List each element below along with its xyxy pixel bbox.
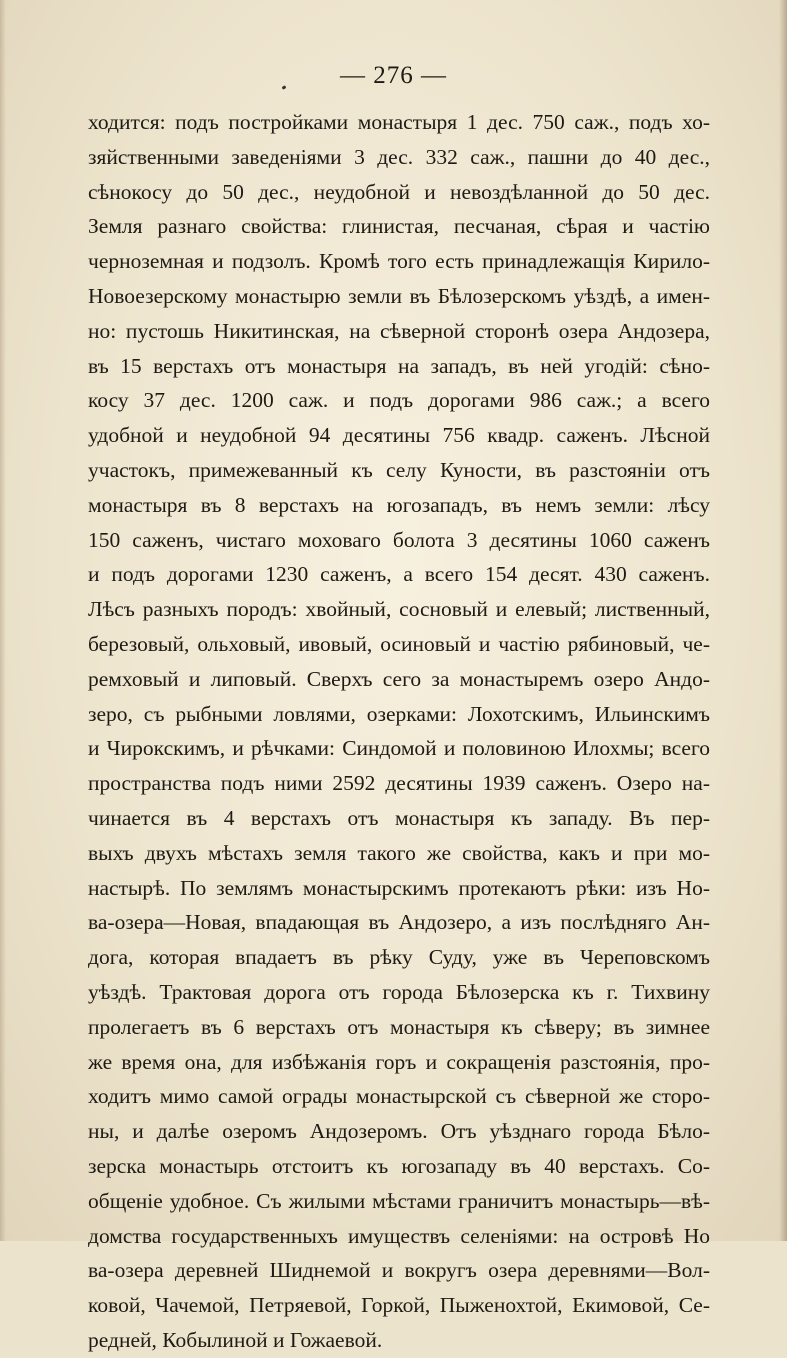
text-line: ходится: подъ постройками монастыря 1 дес. 750 саж., подъ хо-	[88, 110, 710, 134]
text-line: зерска монастырь отстоитъ къ югозападу въ 40 верстахъ. Со-	[88, 1153, 710, 1178]
text-line: зеро, съ рыбными ловлями, озерками: Лохотскимъ, Ильинскимъ	[88, 701, 710, 726]
text-line: домства государственныхъ имуществъ селеніями: на островѣ Но	[88, 1223, 710, 1248]
text-line: ва-озера—Новая, впадающая въ Андозеро, а изъ послѣдняго Ан-	[88, 910, 710, 935]
text-line: ва-озера деревней Шиднемой и вокругъ озера деревнями—Вол-	[88, 1258, 710, 1283]
text-line: участокъ, примежеванный къ селу Куности, въ разстояніи отъ	[88, 457, 710, 482]
text-line: косу 37 дес. 1200 саж. и подъ дорогами 986 саж.; а всего	[88, 388, 710, 413]
text-line: редней, Кобылиной и Гожаевой.	[88, 1327, 383, 1352]
text-line: и подъ дорогами 1230 саженъ, а всего 154 десят. 430 саженъ.	[88, 562, 710, 587]
text-line: ны, и далѣе озеромъ Андозеромъ. Отъ уѣзднаго города Бѣло-	[88, 1119, 710, 1144]
text-line: зяйственными заведеніями 3 дес. 332 саж., пашни до 40 дес.,	[88, 144, 710, 169]
text-line: березовый, ольховый, ивовый, осиновый и частію рябиновый, че-	[88, 631, 710, 656]
text-line: монастыря въ 8 верстахъ на югозападъ, въ немъ земли: лѣсу	[88, 492, 710, 517]
text-line: но: пустошь Никитинская, на сѣверной сторонѣ озера Андозера,	[88, 318, 710, 343]
text-line: въ 15 верстахъ отъ монастыря на западъ, въ ней угодій: сѣно-	[88, 353, 710, 378]
page-right-edge-shadow	[779, 0, 787, 1241]
text-line: Земля разнаго свойства: глинистая, песчаная, сѣрая и частію	[88, 214, 710, 239]
text-line: черноземная и подзолъ. Кромѣ того есть принадлежащія Кирило-	[88, 249, 710, 274]
text-line: уѣздѣ. Трактовая дорога отъ города Бѣлозерска къ г. Тихвину	[88, 979, 710, 1004]
text-line: Лѣсъ разныхъ породъ: хвойный, сосновый и елевый; лиственный,	[88, 597, 710, 622]
text-line: пространства подъ ними 2592 десятины 1939 саженъ. Озеро на-	[88, 771, 710, 796]
text-line: же время она, для избѣжанія горъ и сокращенія разстоянія, про-	[88, 1049, 710, 1074]
text-line: удобной и неудобной 94 десятины 756 квадр. саженъ. Лѣсной	[88, 423, 710, 448]
text-line: и Чирокскимъ, и рѣчками: Синдомой и половиною Илохмы; всего	[88, 736, 710, 761]
text-line: дога, которая впадаетъ въ рѣку Суду, уже въ Череповскомъ	[88, 945, 710, 970]
body-text	[88, 105, 710, 1358]
text-line: ковой, Чачемой, Петряевой, Горкой, Пыженохтой, Екимовой, Се-	[88, 1293, 710, 1318]
text-line: выхъ двухъ мѣстахъ земля такого же свойства, какъ и при мо-	[88, 840, 710, 865]
page-left-edge-shadow	[0, 0, 6, 1241]
text-line: настырѣ. По землямъ монастырскимъ протекаютъ рѣки: изъ Но-	[88, 875, 710, 900]
text-line: пролегаетъ въ 6 верстахъ отъ монастыря къ сѣверу; въ зимнее	[88, 1014, 710, 1039]
text-line: Новоезерскому монастырю земли въ Бѣлозерскомъ уѣздѣ, а имен-	[88, 283, 710, 308]
text-line: ходитъ мимо самой ограды монастырской съ сѣверной же сторо-	[88, 1084, 710, 1109]
text-line: общеніе удобное. Съ жилыми мѣстами граничитъ монастырь—вѣ-	[88, 1188, 710, 1213]
text-line: ремховый и липовый. Сверхъ сего за монастыремъ озеро Андо-	[88, 666, 710, 691]
text-line: чинается въ 4 верстахъ отъ монастыря къ западу. Въ пер-	[88, 805, 710, 830]
text-line: сѣнокосу до 50 дес., неудобной и невоздѣланной до 50 дес.	[88, 179, 710, 204]
page-number: — 276 —	[340, 62, 447, 89]
text-line: 150 саженъ, чистаго моховаго болота 3 десятины 1060 саженъ	[88, 527, 710, 552]
